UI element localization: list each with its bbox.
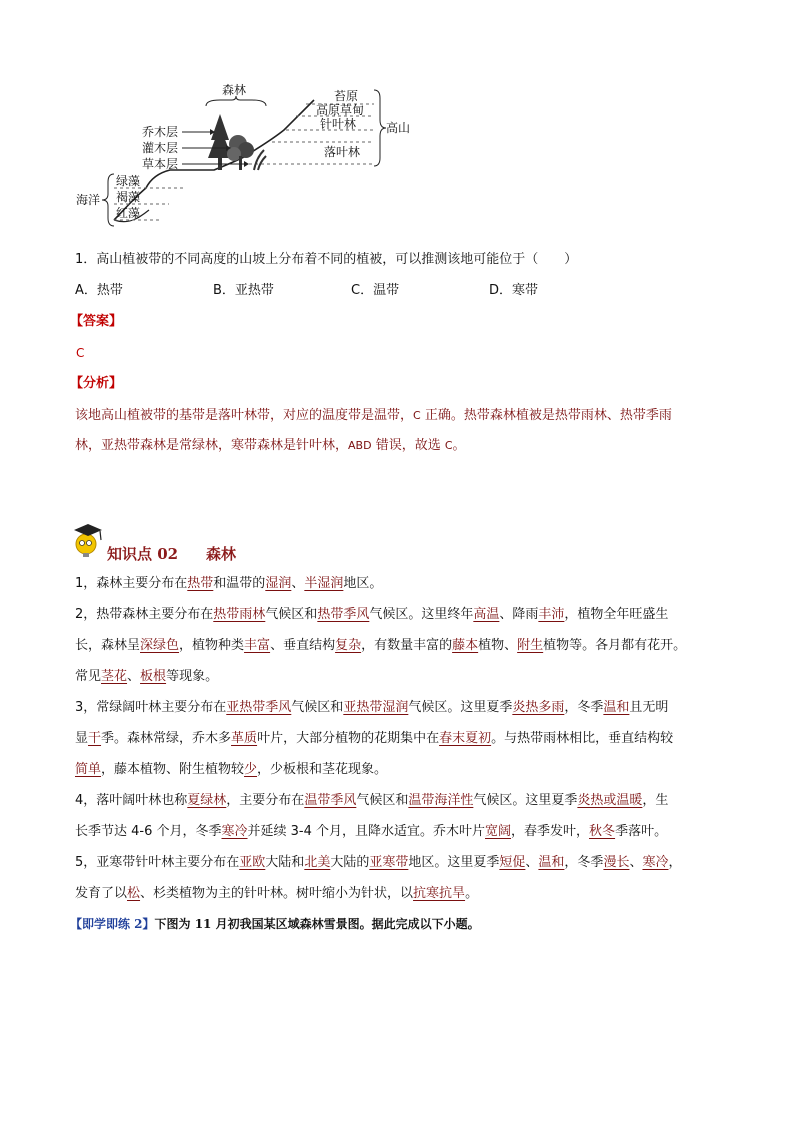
mountain-brace <box>374 90 386 166</box>
label-deciduous: 落叶林 <box>324 145 361 159</box>
paragraph-2: 2，热带森林主要分布在热带雨林气候区和热带季风气候区。这里终年高温、降雨丰沛，植物全年旺盛生 长，森林呈深绿色，植物种类丰富、垂直结构复杂，有数量丰富的藤本植物、附生植物等。各月都有花开。 常见茎花、板根等现象。 <box>75 607 687 684</box>
label-mountain: 高山 <box>386 121 411 135</box>
ocean-brace <box>102 174 114 226</box>
tree-icon <box>208 114 232 170</box>
paragraph-5: 5，亚寒带针叶林主要分布在亚欧大陆和北美大陆的亚寒带地区。这里夏季短促、温和，冬季漫长、寒冷， 发育了以松、杉类植物为主的针叶林。树叶缩小为针状，以抗寒抗旱。 <box>75 855 682 901</box>
practice-text: 下图为 11 月初我国某区域森林雪景图。据此完成以下小题。 <box>154 917 480 931</box>
practice-prompt <box>70 914 480 934</box>
graduation-cap-lightbulb-icon <box>72 522 106 558</box>
shrub-icon <box>227 135 254 170</box>
label-shrub-layer: 灌木层 <box>142 141 179 155</box>
label-green-algae: 绿藻 <box>116 174 141 188</box>
label-red-algae: 红藻 <box>116 206 141 220</box>
label-tundra: 苔原 <box>334 89 359 103</box>
label-brown-algae: 褐藻 <box>116 190 141 204</box>
herb-icon <box>254 150 266 170</box>
option-a: A．热带 <box>75 283 123 298</box>
label-forest: 森林 <box>222 83 247 97</box>
vegetation-zonation-diagram <box>74 80 414 240</box>
analysis-label: 【分析】 <box>70 376 123 391</box>
paragraph-1: 1，森林主要分布在热带和温带的湿润、半湿润地区。 <box>75 576 383 591</box>
section-title: 知识点 02 <box>107 545 179 563</box>
question-1-options <box>75 281 627 301</box>
label-coniferous: 针叶林 <box>320 117 357 131</box>
label-herb-layer: 草本层 <box>142 157 179 171</box>
practice-label: 【即学即练 2】 <box>70 917 155 931</box>
label-ocean: 海洋 <box>76 193 101 207</box>
answer-value: C <box>76 346 85 360</box>
paragraph-3: 3，常绿阔叶林主要分布在亚热带季风气候区和亚热带湿润气候区。这里夏季炎热多雨，冬季温和且无明 显干季。森林常绿，乔木多革质叶片，大部分植物的花期集中在春末夏初。与热带雨林相比，垂直结构较 简单，藤本植物、附生植物较少，少板根和茎花现象。 <box>75 700 674 777</box>
question-1-stem: 1．高山植被带的不同高度的山坡上分布着不同的植被，可以推测该地可能位于（ ） <box>75 252 578 267</box>
analysis-text: 该地高山植被带的基带是落叶林带，对应的温度带是温带，C 正确。热带森林植被是热带雨林、热带季雨 林，亚热带森林是常绿林，寒带森林是针叶林，ABD 错误，故选 C。 <box>75 408 672 453</box>
section-subtitle: 森林 <box>206 545 237 563</box>
option-b: B．亚热带 <box>213 283 274 298</box>
label-alpine-meadow: 高原草甸 <box>316 103 365 117</box>
paragraph-4: 4，落叶阔叶林也称夏绿林，主要分布在温带季风气候区和温带海洋性气候区。这里夏季炎热或温暖，生 长季节达 4-6 个月，冬季寒冷并延续 3-4 个月，且降水适宜。乔木叶片宽阔，春季发叶，秋冬季落叶。 <box>75 793 669 839</box>
forest-brace <box>206 96 266 106</box>
option-d: D．寒带 <box>489 283 539 298</box>
label-tree-layer: 乔木层 <box>142 125 179 139</box>
answer-label: 【答案】 <box>70 314 123 329</box>
option-c: C．温带 <box>351 283 400 298</box>
